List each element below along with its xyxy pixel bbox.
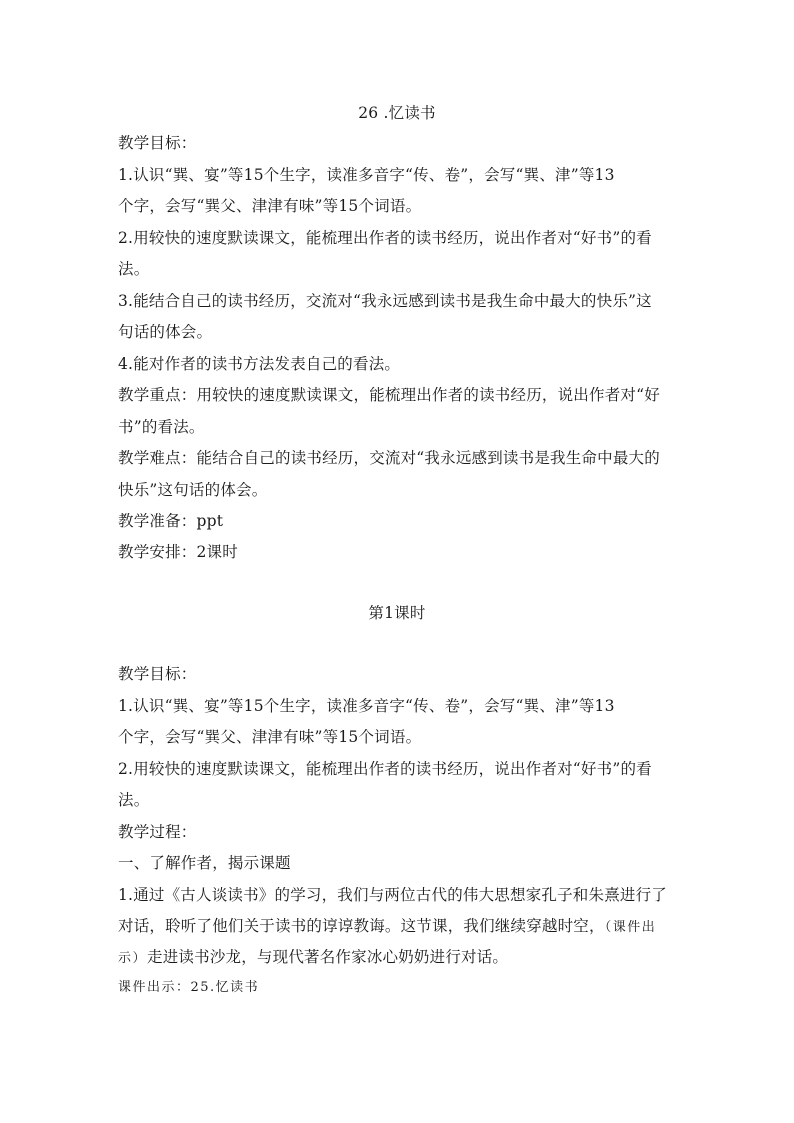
paragraph-1-line-2-text: 对话，聆听了他们关于读书的谆谆教诲。这节课，我们继续穿越时空， xyxy=(118,917,605,935)
schedule: 教学安排：2课时 xyxy=(118,543,238,561)
difficulties-line-1: 教学难点：能结合自己的读书经历，交流对“我永远感到读书是我生命中最大的 xyxy=(118,449,660,467)
process-label: 教学过程： xyxy=(118,823,197,841)
key-points-line-2: 书”的看法。 xyxy=(118,418,205,436)
lesson-1-heading: 第1课时 xyxy=(368,604,426,622)
goal-1-line-2: 个字，会写“巽父、津津有味”等15个词语。 xyxy=(118,197,422,215)
goals-label: 教学目标： xyxy=(118,134,197,152)
goal-1-line-1: 1.认识“巽、宴”等15个生字，读准多音字“传、卷”，会写“巽、津”等13 xyxy=(118,166,615,184)
paragraph-1-line-3-text: 走进读书沙龙，与现代著名作家冰心奶奶进行对话。 xyxy=(147,948,509,966)
document-title: 26 .忆读书 xyxy=(358,104,436,122)
goal-4-line-1: 4.能对作者的读书方法发表自己的看法。 xyxy=(118,355,401,373)
goal-2-line-1: 2.用较快的速度默读课文，能梳理出作者的读书经历，说出作者对“好书”的看 xyxy=(118,229,652,247)
courseware-display-line: 课件出示：25.忆读书 xyxy=(118,980,260,995)
lesson-1-goal-1-line-2: 个字，会写“巽父、津津有味”等15个词语。 xyxy=(118,728,422,746)
courseware-note-end: 示） xyxy=(118,951,148,966)
preparation: 教学准备：ppt xyxy=(118,512,224,530)
paragraph-1-line-3 xyxy=(118,947,508,969)
paragraph-1-line-2 xyxy=(118,916,656,938)
lesson-1-goal-2-line-1: 2.用较快的速度默读课文，能梳理出作者的读书经历，说出作者对“好书”的看 xyxy=(118,760,652,778)
goal-3-line-1: 3.能结合自己的读书经历，交流对“我永远感到读书是我生命中最大的快乐”这 xyxy=(118,292,652,310)
lesson-1-goal-1-line-1: 1.认识“巽、宴”等15个生字，读准多音字“传、卷”，会写“巽、津”等13 xyxy=(118,697,615,715)
key-points-line-1: 教学重点：用较快的速度默读课文，能梳理出作者的读书经历，说出作者对“好 xyxy=(118,386,660,404)
paragraph-1-line-1: 1.通过《古人谈读书》的学习，我们与两位古代的伟大思想家孔子和朱熹进行了 xyxy=(118,886,667,904)
goal-3-line-2: 句话的体会。 xyxy=(118,323,213,341)
goal-2-line-2: 法。 xyxy=(118,260,150,278)
lesson-1-goals-label: 教学目标： xyxy=(118,665,197,683)
difficulties-line-2: 快乐”这句话的体会。 xyxy=(118,481,268,499)
courseware-note-start: （课件出 xyxy=(604,920,657,935)
lesson-1-goal-2-line-2: 法。 xyxy=(118,791,150,809)
section-1-heading: 一、了解作者，揭示课题 xyxy=(118,854,291,872)
